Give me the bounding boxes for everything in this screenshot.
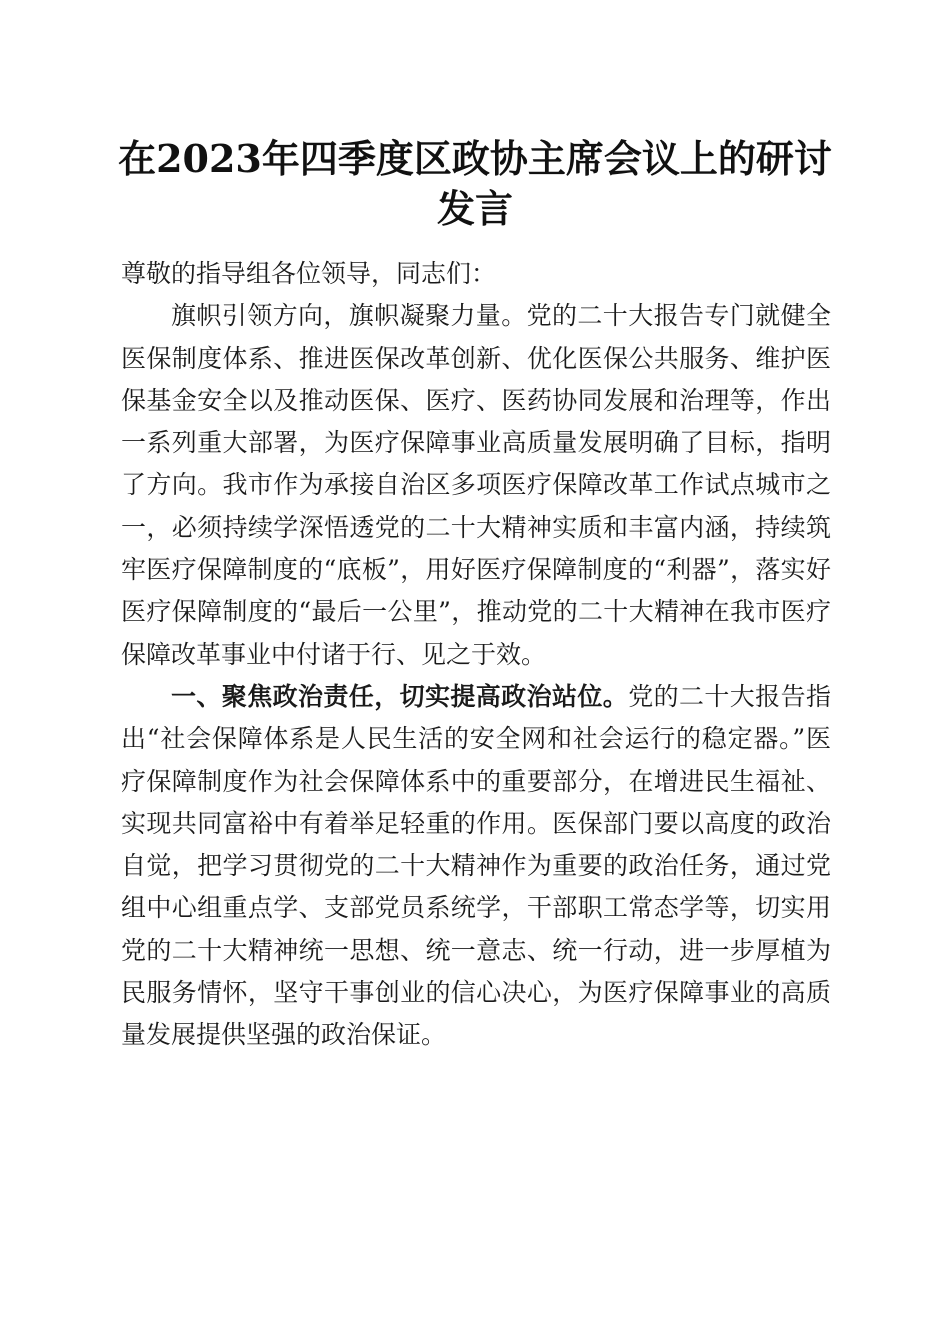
paragraph-1-text: 旗帜引领方向，旗帜凝聚力量。党的二十大报告专门就健全医保制度体系、推进医保改革创新、优化医保公共服务、维护医保基金安全以及推动医保、医疗、医药协同发展和治理等，作出一系列重大部署，为医疗保障事业高质量发展明确了目标，指明了方向。我市作为承接自治区多项医疗保障改革工作试点城市之一，必须持续学深悟透党的二十大精神实质和丰富内涵，持续筑牢医疗保障制度的“底板”，用好医疗保障制度的“利器”，落实好医疗保障制度的“最后一公里”，推动党的二十大精神在我市医疗保障改革事业中付诸于行、见之于效。 xyxy=(121,301,831,669)
document-body xyxy=(121,253,831,1057)
document-title: 在2023年四季度区政协主席会议上的研讨发言 xyxy=(118,136,832,231)
salutation: 尊敬的指导组各位领导，同志们： xyxy=(121,259,497,288)
paragraph-2-text: 党的二十大报告指出“社会保障体系是人民生活的安全网和社会运行的稳定器。”医疗保障制度作为社会保障体系中的重要部分，在增进民生福祉、实现共同富裕中有着举足轻重的作用。医保部门要以高度的政治自觉，把学习贯彻党的二十大精神作为重要的政治任务，通过党组中心组重点学、支部党员系统学，干部职工常态学等，切实用党的二十大精神统一思想、统一意志、统一行动，进一步厚植为民服务情怀，坚守干事创业的信心决心，为医疗保障事业的高质量发展提供坚强的政治保证。 xyxy=(121,681,831,1050)
paragraph-1 xyxy=(121,295,831,676)
paragraph-2 xyxy=(121,676,831,1057)
paragraph-2-lead: 一、聚焦政治责任，切实提高政治站位。 xyxy=(171,681,629,711)
